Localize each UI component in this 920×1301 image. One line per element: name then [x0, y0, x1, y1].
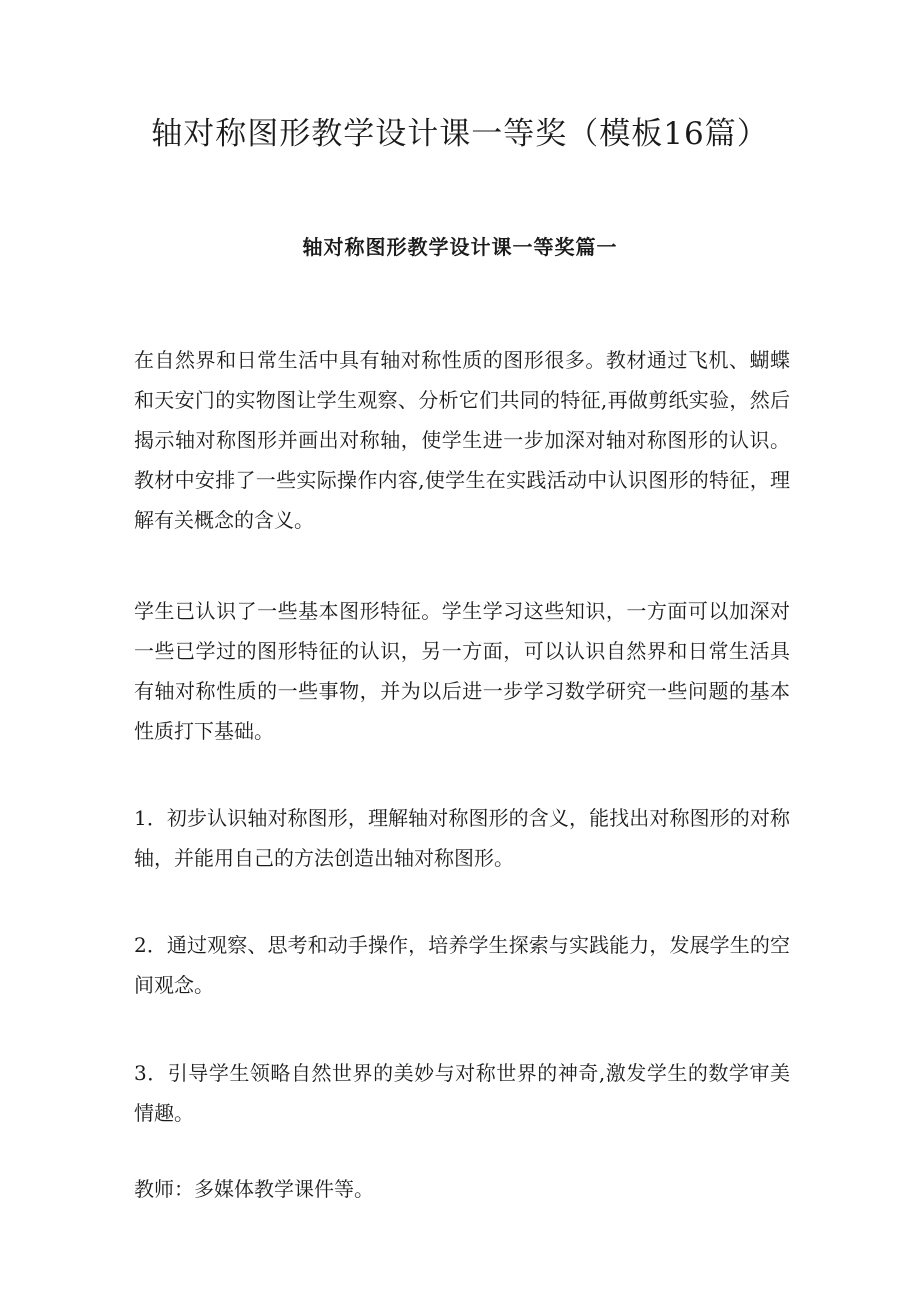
paragraph-objective-2: 2．通过观察、思考和动手操作，培养学生探索与实践能力，发展学生的空间观念。	[134, 933, 790, 997]
document-title: 轴对称图形教学设计课一等奖（模板16篇）	[151, 116, 769, 152]
paragraph-student-analysis: 学生已认识了一些基本图形特征。学生学习这些知识，一方面可以加深对一些已学过的图形特征的认识，另一方面，可以认识自然界和日常生活具有轴对称性质的一些事物，并为以后进一步学习数学研究一些问题的基本性质打下基础。	[134, 599, 790, 743]
paragraph-textbook-analysis: 在自然界和日常生活中具有轴对称性质的图形很多。教材通过飞机、蝴蝶和天安门的实物图让学生观察、分析它们共同的特征,再做剪纸实验，然后揭示轴对称图形并画出对称轴，使学生进一步加深对轴对称图形的认识。教材中安排了一些实际操作内容,使学生在实践活动中认识图形的特征，理解有关概念的含义。	[134, 348, 790, 532]
section-heading: 轴对称图形教学设计课一等奖篇一	[302, 235, 618, 259]
paragraph-objective-3: 3．引导学生领略自然世界的美妙与对称世界的神奇,激发学生的数学审美情趣。	[134, 1061, 790, 1125]
paragraph-teacher-prep: 教师：多媒体教学课件等。	[134, 1177, 374, 1201]
paragraph-objective-1: 1．初步认识轴对称图形，理解轴对称图形的含义，能找出对称图形的对称轴，并能用自己的方法创造出轴对称图形。	[134, 806, 790, 870]
